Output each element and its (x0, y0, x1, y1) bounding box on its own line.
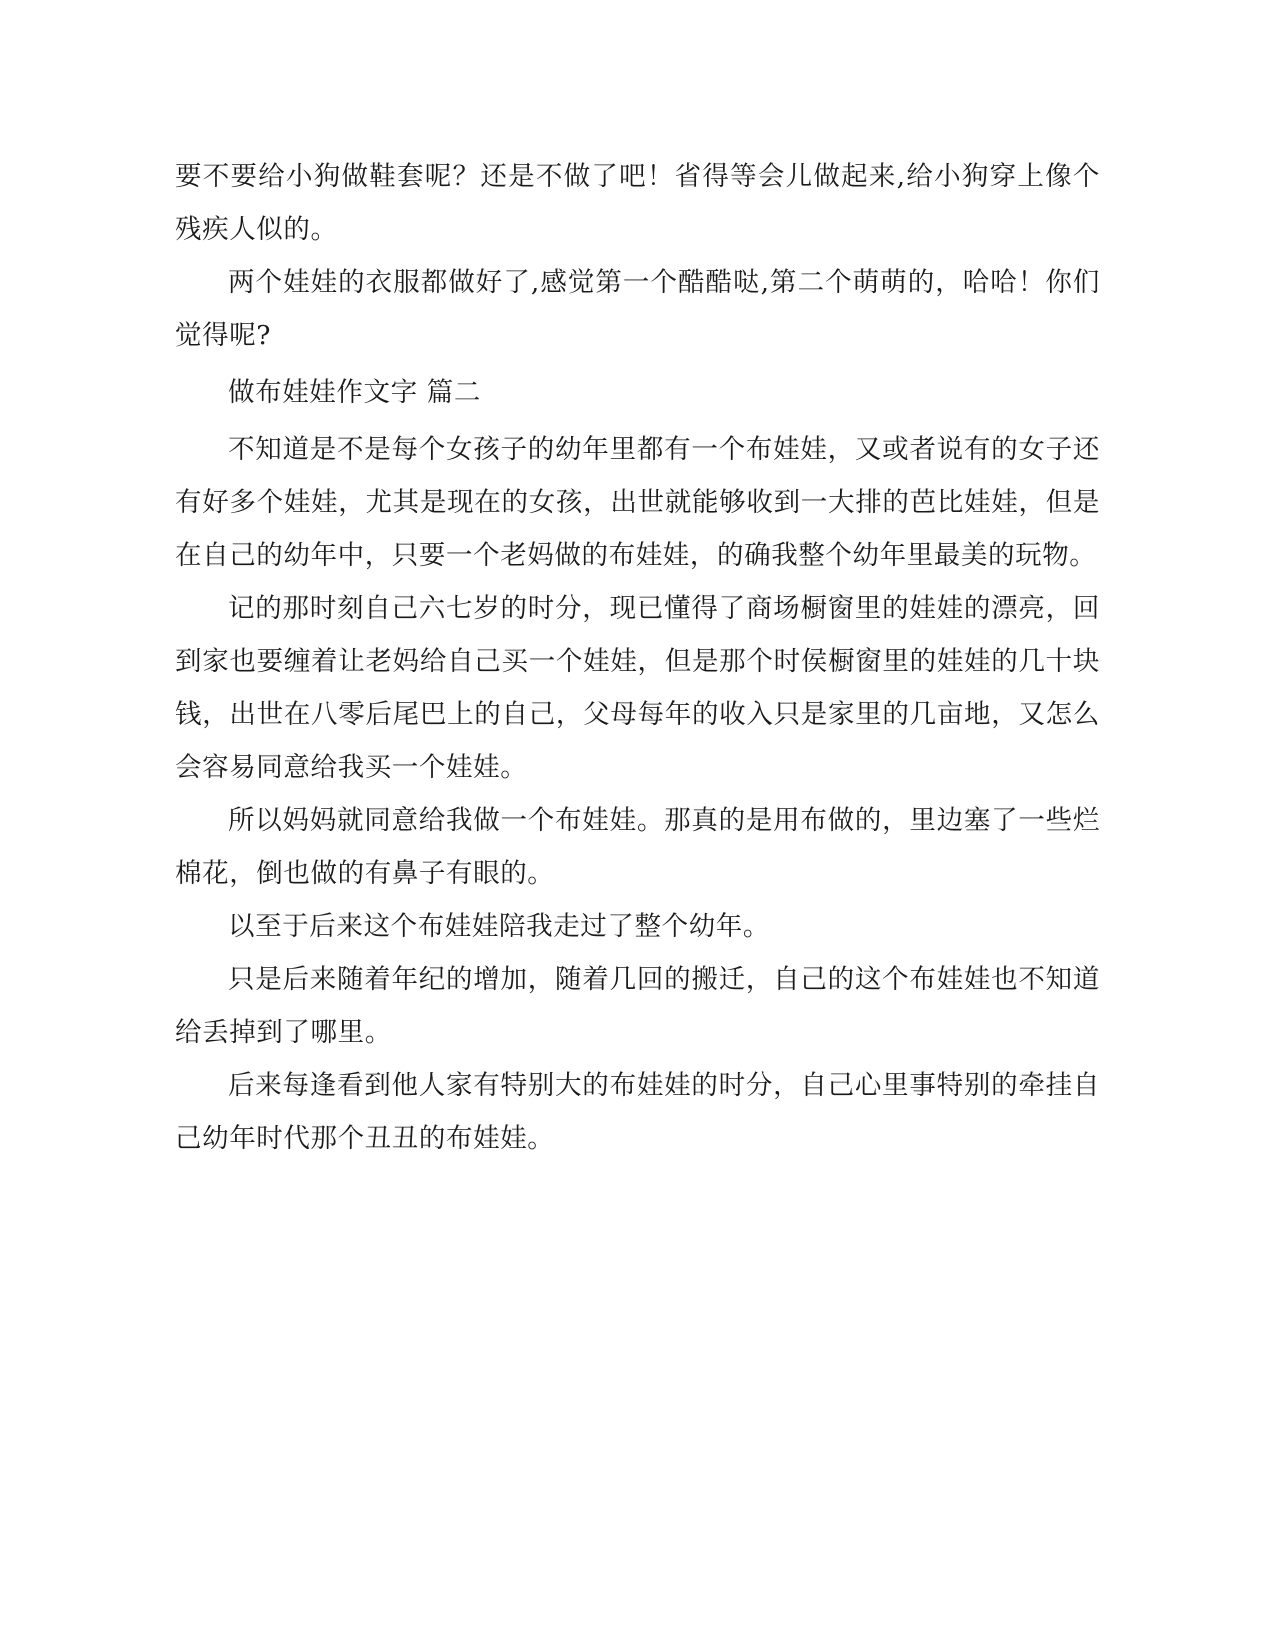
paragraph-2: 两个娃娃的衣服都做好了,感觉第一个酷酷哒,第二个萌萌的，哈哈！你们觉得呢? (175, 267, 1100, 351)
paragraph-3: 不知道是不是每个女孩子的幼年里都有一个布娃娃，又或者说有的女子还有好多个娃娃，尤其是现在的女孩，出世就能够收到一大排的芭比娃娃，但是在自己的幼年中，只要一个老妈做的布娃娃，的确我整个幼年里最美的玩物。 (175, 434, 1100, 571)
paragraph-7: 只是后来随着年纪的增加，随着几回的搬迁，自己的这个布娃娃也不知道给丢掉到了哪里。 (175, 964, 1100, 1048)
paragraph-6: 以至于后来这个布娃娃陪我走过了整个幼年。 (228, 911, 770, 942)
paragraph-5: 所以妈妈就同意给我做一个布娃娃。那真的是用布做的，里边塞了一些烂棉花，倒也做的有鼻子有眼的。 (175, 805, 1100, 889)
paragraph-4: 记的那时刻自己六七岁的时分，现已懂得了商场橱窗里的娃娃的漂亮，回到家也要缠着让老妈给自己买一个娃娃，但是那个时侯橱窗里的娃娃的几十块钱，出世在八零后尾巴上的自己，父母每年的收入只是家里的几亩地，又怎么会容易同意给我买一个娃娃。 (175, 593, 1100, 783)
section-heading: 做布娃娃作文字 篇二 (228, 377, 481, 408)
paragraph-8: 后来每逢看到他人家有特别大的布娃娃的时分，自己心里事特别的牵挂自己幼年时代那个丑丑的布娃娃。 (175, 1070, 1100, 1154)
document-text-body (175, 150, 1100, 1165)
paragraph-1: 要不要给小狗做鞋套呢？还是不做了吧！省得等会儿做起来,给小狗穿上像个残疾人似的。 (175, 161, 1100, 245)
